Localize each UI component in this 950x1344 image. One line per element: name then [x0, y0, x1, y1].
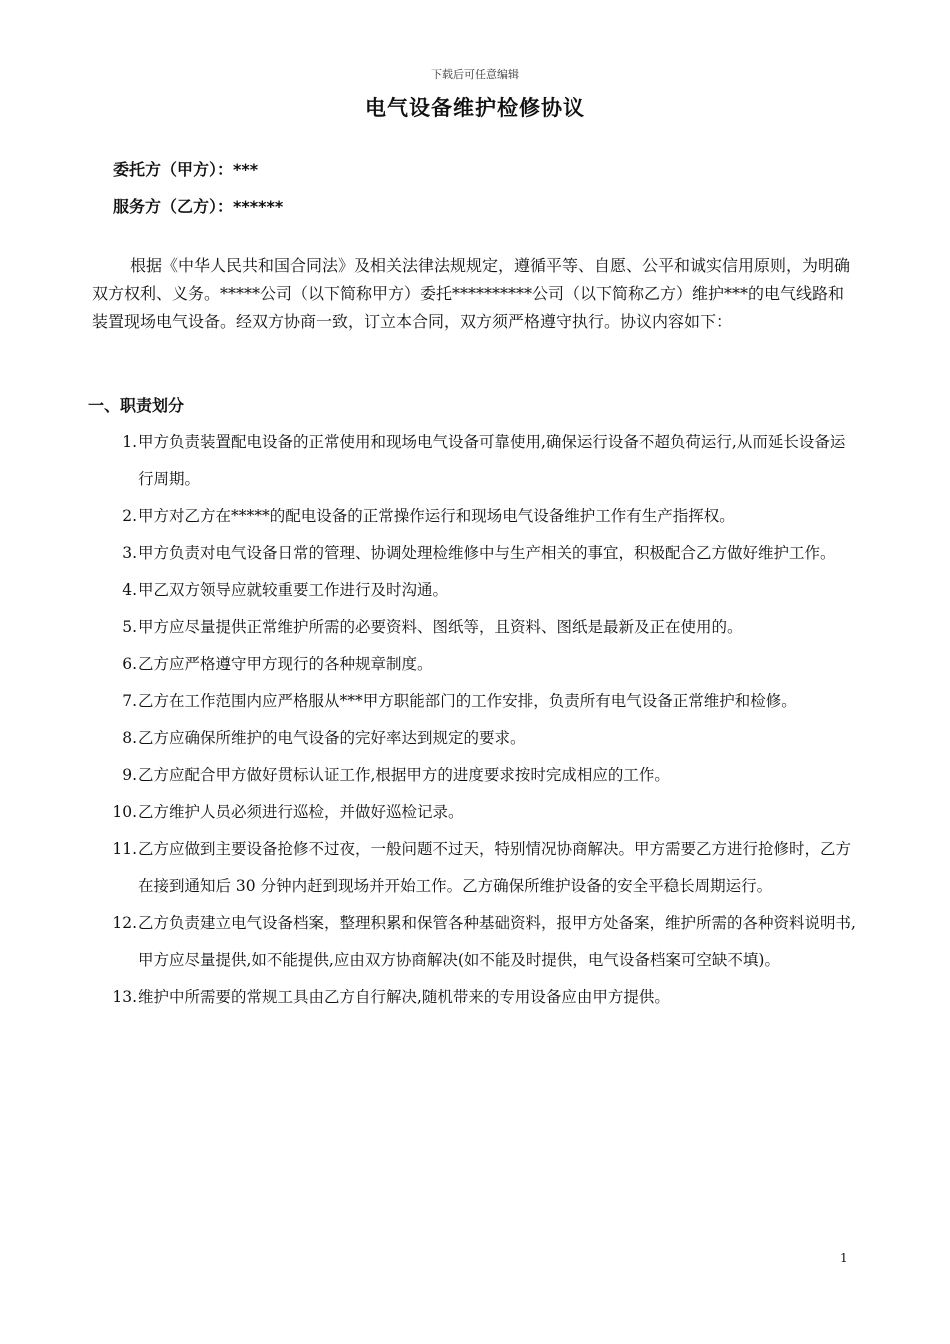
- clause-text: 乙方应确保所维护的电气设备的完好率达到规定的要求。: [138, 729, 526, 747]
- clause-item: [96, 979, 856, 1016]
- clause-number: 11.: [112, 840, 137, 858]
- clause-number: 2.: [122, 507, 137, 525]
- clause-text: 甲乙双方领导应就较重要工作进行及时沟通。: [138, 581, 449, 599]
- clause-item: [96, 572, 856, 609]
- clause-item: [96, 646, 856, 683]
- clause-item: [96, 905, 856, 979]
- clause-number: 4.: [122, 581, 137, 599]
- clause-number: 9.: [122, 766, 137, 784]
- party-b: 服务方（乙方）：******: [113, 197, 284, 216]
- clause-number: 3.: [122, 544, 137, 562]
- clause-text: 甲方对乙方在*****的配电设备的正常操作运行和现场电气设备维护工作有生产指挥权。: [138, 507, 735, 525]
- section-title: 一、职责划分: [88, 396, 185, 415]
- intro-paragraph: 根据《中华人民共和国合同法》及相关法律法规规定，遵循平等、自愿、公平和诚实信用原则，为明确双方权利、义务。*****公司（以下简称甲方）委托**********公司（以下简称乙方）维护***的电气线路和装置现场电气设备。经双方协商一致，订立本合同，双方须严格遵守执行。协议内容如下：: [92, 256, 851, 331]
- clause-number: 7.: [122, 692, 137, 710]
- party-a: 委托方（甲方）：***: [113, 160, 259, 179]
- clause-item: [96, 683, 856, 720]
- clause-item: [96, 424, 856, 498]
- document-title: 电气设备维护检修协议: [365, 96, 585, 120]
- clause-text: 甲方负责对电气设备日常的管理、协调处理检维修中与生产相关的事宜，积极配合乙方做好维护工作。: [138, 544, 836, 562]
- clause-text: 乙方应配合甲方做好贯标认证工作,根据甲方的进度要求按时完成相应的工作。: [138, 766, 670, 784]
- clause-text: 乙方在工作范围内应严格服从***甲方职能部门的工作安排，负责所有电气设备正常维护和检修。: [138, 692, 797, 710]
- clause-number: 12.: [112, 914, 137, 932]
- clause-text: 维护中所需要的常规工具由乙方自行解决,随机带来的专用设备应由甲方提供。: [138, 988, 670, 1006]
- clause-item: [96, 757, 856, 794]
- clause-item: [96, 794, 856, 831]
- clause-item: [96, 609, 856, 646]
- clause-item: [96, 498, 856, 535]
- clause-number: 5.: [122, 618, 137, 636]
- clause-number: 10.: [112, 803, 137, 821]
- clause-item: [96, 720, 856, 757]
- clause-text: 乙方应做到主要设备抢修不过夜，一般问题不过天，特别情况协商解决。甲方需要乙方进行抢修时，乙方在接到通知后 30 分钟内赶到现场并开始工作。乙方确保所维护设备的安全平稳长周期运行。: [138, 840, 852, 895]
- page-number: 1: [840, 1251, 848, 1265]
- clause-text: 甲方负责装置配电设备的正常使用和现场电气设备可靠使用,确保运行设备不超负荷运行,从而延长设备运行周期。: [138, 433, 846, 488]
- clause-number: 8.: [122, 729, 137, 747]
- header-note: 下载后可任意编辑: [431, 68, 519, 81]
- clause-text: 乙方负责建立电气设备档案，整理积累和保管各种基础资料，报甲方处备案，维护所需的各种资料说明书,甲方应尽量提供,如不能提供,应由双方协商解决(如不能及时提供，电气设备档案可空缺不填)。: [138, 914, 856, 969]
- clause-item: [96, 535, 856, 572]
- clause-item: [96, 831, 856, 905]
- clause-number: 1.: [122, 433, 137, 451]
- clause-text: 乙方应严格遵守甲方现行的各种规章制度。: [138, 655, 433, 673]
- clause-text: 甲方应尽量提供正常维护所需的必要资料、图纸等，且资料、图纸是最新及正在使用的。: [138, 618, 743, 636]
- clause-list: [96, 424, 856, 1016]
- clause-text: 乙方维护人员必须进行巡检，并做好巡检记录。: [138, 803, 464, 821]
- clause-number: 13.: [112, 988, 137, 1006]
- clause-number: 6.: [122, 655, 137, 673]
